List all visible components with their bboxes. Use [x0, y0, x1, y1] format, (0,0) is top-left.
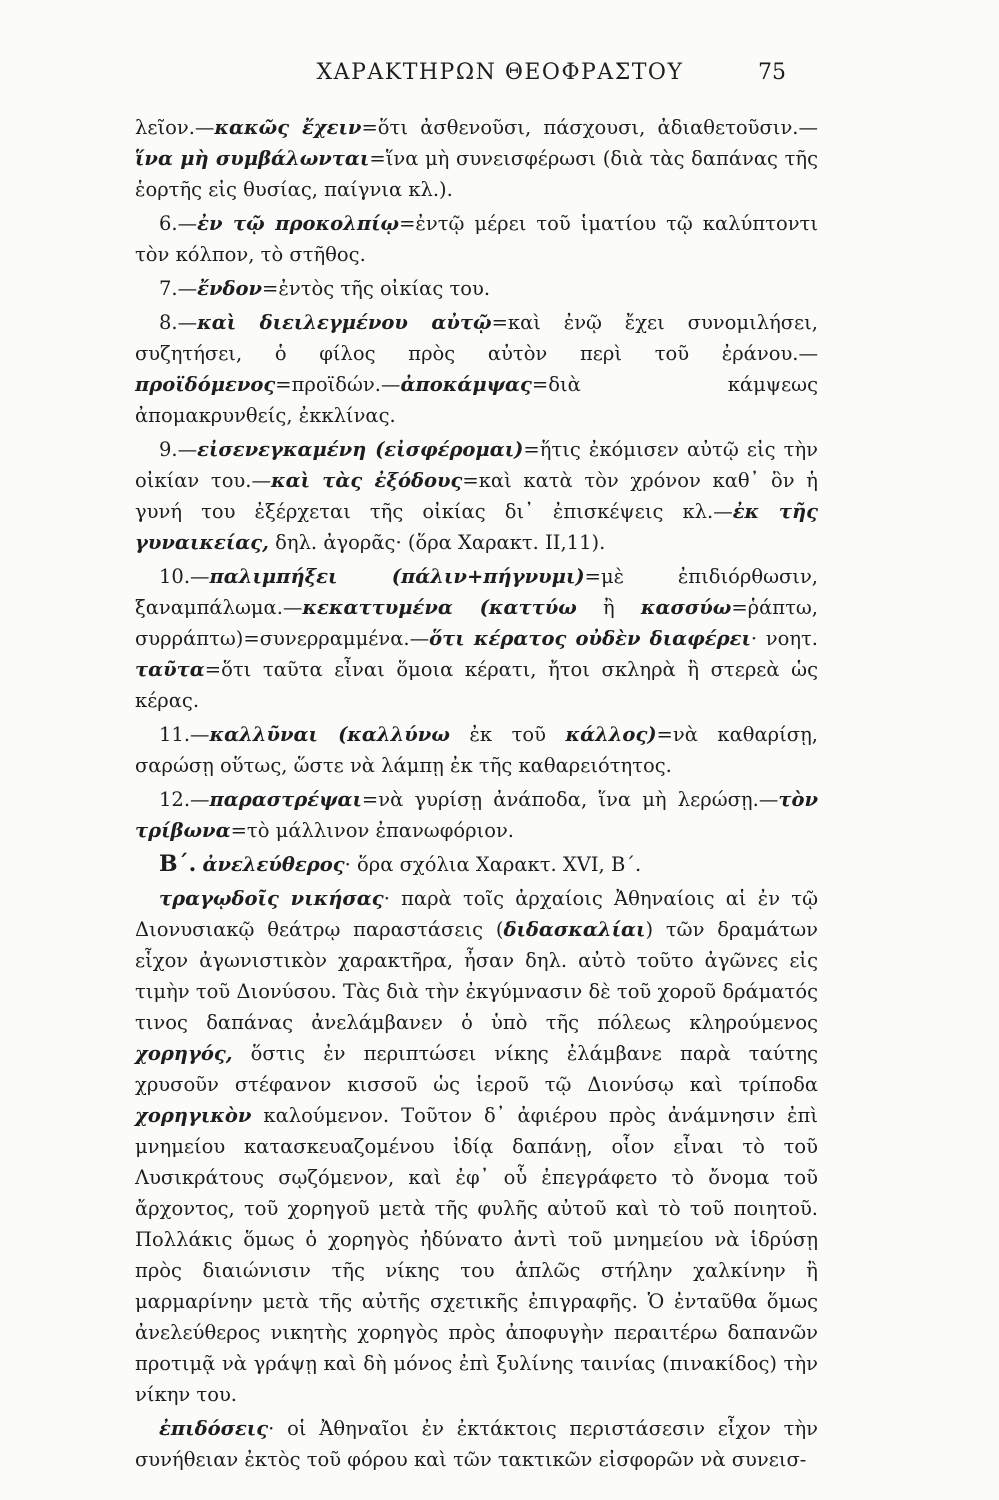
page-number: 75 — [758, 60, 786, 85]
paragraph-1: λεῖον.—κακῶς ἔχειν=ὅτι ἀσθενοῦσι, πάσχουσι, ἀδιαθετοῦσιν.—ἵνα μὴ συμβάλωνται=ἵνα μὴ συνεισφέρωσι (διὰ τὰς δαπάνας τῆς ἑορτῆς εἰς θυσίας, παίγνια κλ.). — [135, 116, 819, 201]
note-9: 9.—εἰσενεγκαμένη (εἰσφέρομαι)=ἥτις ἐκόμισεν αὐτῷ εἰς τὴν οἰκίαν του.—καὶ τὰς ἐξόδους=καὶ κατὰ τὸν χρόνον καθ᾽ ὃν ἡ γυνή του ἐξέρχεται τῆς οἰκίας δι᾽ ἐπισκέψεις κλ.—ἐκ τῆς γυναικείας, δηλ. ἀγορᾶς· (ὅρα Χαρακτ. II,11). — [135, 438, 818, 554]
note-7: 7.—ἔνδον=ἐντὸς τῆς οἰκίας του. — [159, 277, 491, 300]
note-10: 10.—παλιμπήξει (πάλιν+πήγνυμι)=μὲ ἐπιδιόρθωσιν, ξαναμπάλωμα.—κεκαττυμένα (καττύω ἢ κασσύω=ῥάπτω, συρράπτω)=συνερραμμένα.—ὅτι κέρατος οὐδὲν διαφέρει· νοητ. ταῦτα=ὅτι ταῦτα εἶναι ὅμοια κέρατι, ἤτοι σκληρὰ ἢ στερεὰ ὡς κέρας. — [135, 565, 818, 712]
section-b-heading: Β΄. ἀνελεύθερος· ὅρα σχόλια Χαρακτ. XVI, Β΄. — [159, 851, 642, 877]
choregos-paragraph: τραγῳδοῖς νικήσας· παρὰ τοῖς ἀρχαίοις Ἀθηναίοις αἱ ἐν τῷ Διονυσιακῷ θεάτρῳ παραστάσεις (διδασκαλίαι) τῶν δραμάτων εἶχον ἀγωνιστικὸν χαρακτῆρα, ἦσαν δηλ. αὐτὸ τοῦτο ἀγῶνες εἰς τιμὴν τοῦ Διονύσου. Τὰς διὰ τὴν ἐκγύμνασιν δὲ τοῦ χοροῦ δράματός τινος δαπάνας ἀνελάμβανεν ὁ ὑπὸ τῆς πόλεως κληρούμενος χορηγός, ὅστις ἐν περιπτώσει νίκης ἐλάμβανε παρὰ ταύτης χρυσοῦν στέφανον κισσοῦ ὡς ἱεροῦ τῷ Διονύσῳ καὶ τρίποδα χορηγικὸν καλούμενον. Τοῦτον δ᾽ ἀφιέρου πρὸς ἀνάμνησιν ἐπὶ μνημείου κατασκευαζομένου ἰδίᾳ δαπάνῃ, οἷον εἶναι τὸ τοῦ Λυσικράτους σῳζόμενον, καὶ ἐφ᾽ οὗ ἐπεγράφετο τὸ ὄνομα τοῦ ἄρχοντος, τοῦ χορηγοῦ μετὰ τῆς φυλῆς αὐτοῦ καὶ τὸ τοῦ ποιητοῦ. Πολλάκις ὅμως ὁ χορηγὸς ἠδύνατο ἀντὶ τοῦ μνημείου νὰ ἱδρύσῃ πρὸς διαιώνισιν τῆς νίκης του ἁπλῶς στήλην χαλκίνην ἢ μαρμαρίνην μετὰ τῆς αὐτῆς σχετικῆς ἐπιγραφῆς. Ὁ ἐνταῦθα ὅμως ἀνελεύθερος νικητὴς χορηγὸς πρὸς ἀποφυγὴν περαιτέρω δαπανῶν προτιμᾷ νὰ γράψῃ καὶ δὴ μόνος ἐπὶ ξυλίνης ταινίας (πινακίδος) τὴν νίκην του. — [135, 887, 818, 1406]
note-6: 6.—ἐν τῷ προκολπίῳ=ἐντῷ μέρει τοῦ ἱματίου τῷ καλύπτοντι τὸν κόλπον, τὸ στῆθος. — [135, 212, 818, 266]
note-8: 8.—καὶ διειλεγμένου αὐτῷ=καὶ ἐνῷ ἔχει συνομιλήσει, συζητήσει, ὁ φίλος πρὸς αὐτὸν περὶ τοῦ ἐράνου.—προϊδόμενος=προϊδών.—ἀποκάμψας=διὰ κάμψεως ἀπομακρυνθείς, ἐκκλίνας. — [135, 311, 819, 427]
note-11: 11.—καλλῦναι (καλλύνω ἐκ τοῦ κάλλος)=νὰ καθαρίσῃ, σαρώσῃ οὕτως, ὥστε νὰ λάμπῃ ἐκ τῆς καθαρειότητος. — [135, 723, 818, 777]
epidoseis-paragraph: ἐπιδόσεις· οἱ Ἀθηναῖοι ἐν ἐκτάκτοις περιστάσεσιν εἶχον τὴν συνήθειαν ἐκτὸς τοῦ φόρου καὶ τῶν τακτικῶν εἰσφορῶν νὰ συνεισ- — [135, 1417, 818, 1471]
note-12: 12.—παραστρέψαι=νὰ γυρίσῃ ἀνάποδα, ἵνα μὴ λερώσῃ.—τὸν τρίβωνα=τὸ μάλλινον ἐπανωφόριον. — [135, 788, 818, 842]
page-body — [135, 112, 818, 1475]
running-head: ΧΑΡΑΚΤΗΡΩΝ ΘΕΟΦΡΑΣΤΟΥ — [316, 60, 684, 85]
